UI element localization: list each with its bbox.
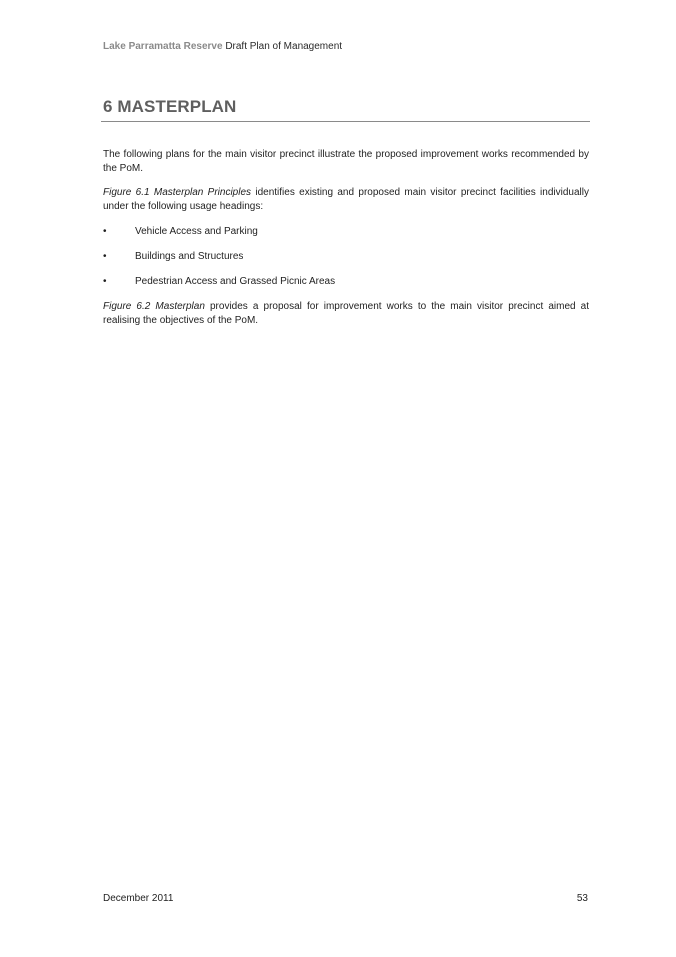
principles-paragraph: [103, 186, 589, 214]
list-item: [103, 225, 335, 239]
bullet-marker: •: [103, 251, 107, 262]
bullet-marker: •: [103, 276, 107, 287]
footer-date: December 2011: [103, 893, 174, 904]
figure-6-2-reference: Figure 6.2 Masterplan: [103, 301, 205, 312]
intro-paragraph: [103, 148, 589, 176]
header-reserve-name: Lake Parramatta Reserve: [103, 41, 223, 52]
list-item: [103, 250, 335, 264]
masterplan-text: provides a proposal for improvement works to the main visitor precinct aimed at realising the objectives of the PoM.: [103, 301, 589, 326]
bullet-marker: •: [103, 226, 107, 237]
running-header: [103, 41, 342, 53]
masterplan-paragraph: [103, 300, 589, 328]
figure-6-1-reference: Figure 6.1 Masterplan Principles: [103, 187, 252, 198]
list-item-text: Buildings and Structures: [135, 251, 244, 262]
list-item-text: Vehicle Access and Parking: [135, 226, 258, 237]
list-item-text: Pedestrian Access and Grassed Picnic Areas: [135, 276, 336, 287]
header-document-name: Draft Plan of Management: [225, 41, 343, 52]
page-title: 6 MASTERPLAN: [103, 97, 237, 116]
list-item: [103, 275, 335, 289]
usage-headings-list: [103, 225, 335, 300]
intro-text: The following plans for the main visitor precinct illustrate the proposed improvement works recommended by the PoM.: [103, 149, 589, 174]
title-divider: [101, 121, 590, 122]
principles-text: identifies existing and proposed main visitor precinct facilities individually under the following usage headings:: [103, 187, 589, 212]
page-number: 53: [576, 893, 588, 904]
